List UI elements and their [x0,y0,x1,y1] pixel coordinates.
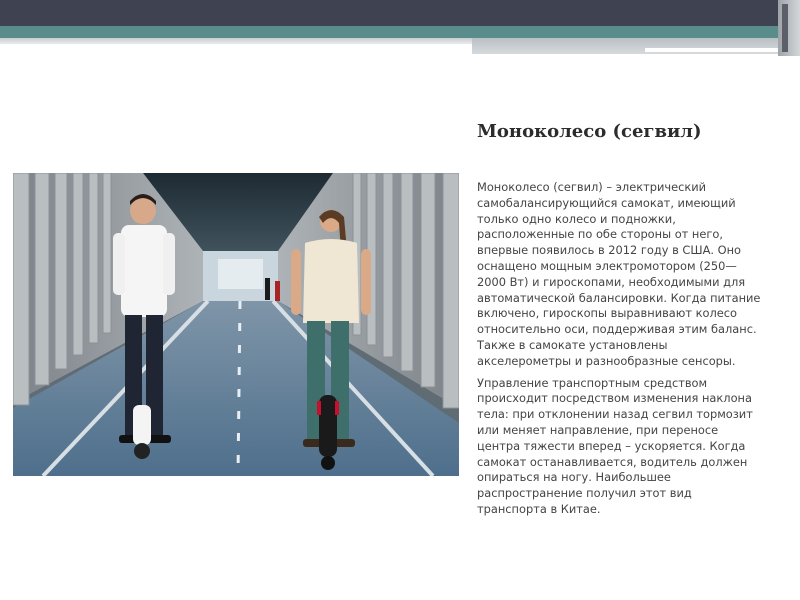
header-band-teal [0,26,778,38]
header-band-dark [0,0,778,26]
header-band-line [645,48,785,52]
slide-body [477,180,762,524]
paragraph-1: Моноколесо (сегвил) – электрический самобалансирующийся самокат, имеющий только одно колесо и подножки, расположенные по обе стороны от него, впервые появилось в 2012 году в США. Оно оснащено мощным электромотором (250—2000 Вт) и гироскопами, необходимыми для автоматической балансировки. Когда питание включено, гироскопы выравнивают колесо относительно оси, поддерживая этим баланс. Также в самокате установлены акселерометры и разнообразные сенсоры. [477,180,761,368]
header-band-grey [0,38,472,44]
paragraph-2: Управление транспортным средством происходит посредством изменения наклона тела: при отклонении назад сегвил тормозит или меняет направление, при переносе центра тяжести вперед – ускоряется. Когда самокат останавливается, водитель должен опираться на ногу. Наибольшее распространение получил этот вид транспорта в Китае. [477,375,753,516]
monowheel-photo [13,173,459,476]
header-band-edge-inner [782,4,788,52]
slide-title: Моноколесо (сегвил) [477,121,702,142]
